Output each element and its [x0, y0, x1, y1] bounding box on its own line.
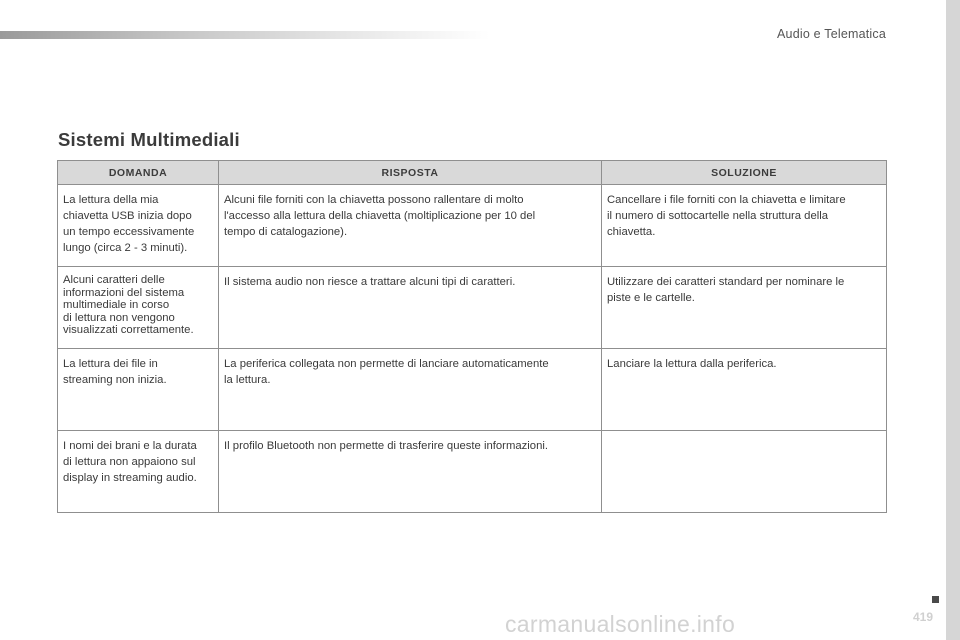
- watermark: carmanualsonline.info: [505, 611, 736, 637]
- solution-cell: [602, 185, 887, 267]
- column-header-question: DOMANDA: [58, 161, 219, 185]
- text-line: un tempo eccessivamente: [63, 226, 195, 238]
- question-cell: [58, 267, 219, 349]
- table-row: [58, 431, 887, 513]
- question-cell: [58, 431, 219, 513]
- column-header-solution: SOLUZIONE: [602, 161, 887, 185]
- text-line: il numero di sottocartelle nella struttura della: [607, 210, 829, 222]
- text-line: Cancellare i file forniti con la chiavetta e limitare: [607, 194, 846, 206]
- solution-cell: [602, 267, 887, 349]
- answer-cell: [219, 185, 602, 267]
- text-line: l'accesso alla lettura della chiavetta (moltiplicazione per 10 del: [224, 210, 536, 222]
- question-cell: [58, 349, 219, 431]
- section-header: Audio e Telematica: [777, 27, 886, 41]
- text-line: La lettura dei file in: [63, 358, 158, 370]
- solution-cell: [602, 431, 887, 513]
- text-line: Alcuni file forniti con la chiavetta possono rallentare di molto: [224, 194, 524, 206]
- table-header-row: [58, 161, 887, 185]
- column-header-answer: RISPOSTA: [219, 161, 602, 185]
- text-line: Il profilo Bluetooth non permette di trasferire queste informazioni.: [224, 440, 549, 452]
- text-line: Alcuni caratteri delle: [63, 274, 165, 286]
- answer-cell: [219, 431, 602, 513]
- table-row: [58, 349, 887, 431]
- text-line: la lettura.: [224, 374, 271, 386]
- text-line: informazioni del sistema: [63, 286, 185, 299]
- text-line: lungo (circa 2 - 3 minuti).: [63, 242, 188, 254]
- page-title: Sistemi Multimediali: [58, 129, 240, 150]
- text-line: chiavetta.: [607, 226, 656, 238]
- text-line: I nomi dei brani e la durata: [63, 440, 197, 452]
- text-line: piste e le cartelle.: [607, 292, 695, 304]
- question-cell: [58, 185, 219, 267]
- page-marker-dot: [932, 596, 939, 603]
- text-line: Il sistema audio non riesce a trattare alcuni tipi di caratteri.: [224, 276, 516, 288]
- text-line: multimediale in corso: [63, 299, 170, 311]
- header-gradient-bar: [0, 31, 490, 39]
- answer-cell: [219, 349, 602, 431]
- text-line: streaming non inizia.: [63, 374, 167, 386]
- answer-cell: [219, 267, 602, 349]
- text-line: di lettura non vengono: [63, 311, 175, 324]
- text-line: display in streaming audio.: [63, 472, 197, 484]
- faq-table: [57, 160, 887, 513]
- text-line: La lettura della mia: [63, 194, 159, 206]
- table-row: [58, 185, 887, 267]
- text-line: Lanciare la lettura dalla periferica.: [607, 358, 777, 370]
- text-line: La periferica collegata non permette di lanciare automaticamente: [224, 358, 549, 370]
- text-line: di lettura non appaiono sul: [63, 456, 196, 468]
- table-row: [58, 267, 887, 349]
- text-line: tempo di catalogazione).: [224, 226, 348, 238]
- solution-cell: [602, 349, 887, 431]
- text-line: chiavetta USB inizia dopo: [63, 210, 192, 222]
- text-line: Utilizzare dei caratteri standard per nominare le: [607, 276, 845, 288]
- text-line: visualizzati correttamente.: [63, 324, 194, 336]
- page-number: 419: [913, 610, 934, 624]
- page-edge-bar: [946, 0, 960, 640]
